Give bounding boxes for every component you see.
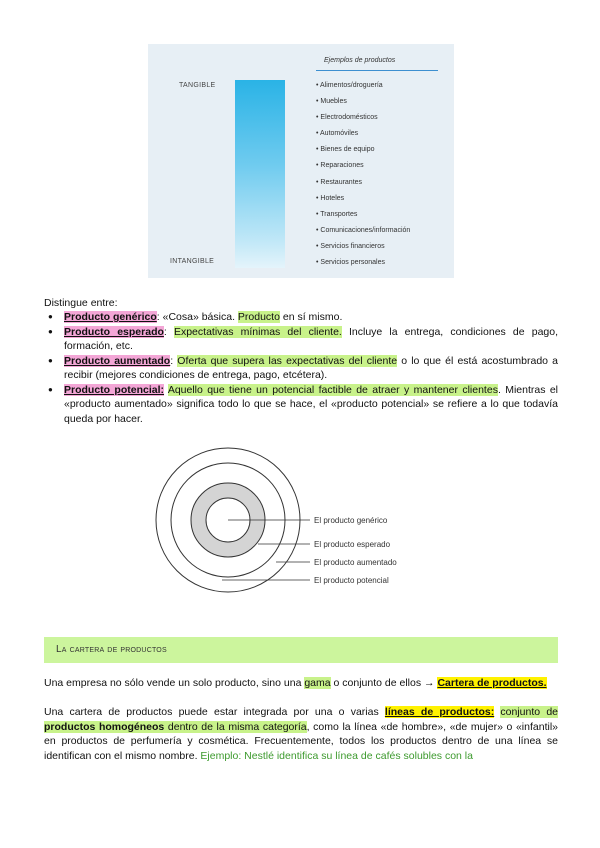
example-item: • Servicios financieros [316,241,410,257]
paragraph-text: Una empresa no sólo vende un solo producto, sino una [44,677,305,689]
example-item: • Electrodomésticos [316,112,410,128]
definition-generico [44,310,558,325]
label-aumentado: El producto aumentado [314,558,397,567]
label-generico: El producto genérico [314,516,388,525]
tangible-label: TANGIBLE [179,82,216,89]
definition-text: Incluye la entrega, condiciones de pago, formación, etc. [64,325,559,352]
paragraph-gama [44,676,558,691]
definitions-list [44,310,558,426]
highlight-lineas: líneas de productos: [384,706,495,718]
paragraph-text: o conjunto de ellos → [330,677,438,689]
examples-divider [316,70,438,71]
section-header [44,637,558,663]
separator: : [156,311,163,323]
intangible-label: INTANGIBLE [170,258,215,265]
paragraph-text: Una cartera de productos puede estar integrada por una o varias [44,706,385,718]
term-esperado: Producto esperado [64,325,164,338]
paragraph-text: , como la línea «de hombre», «de mujer» o «infantil» en productos de perfumería y cosmética. Frecuentemente, todos los productos dentro de una línea se identifican con el mismo nombre. [44,720,558,762]
example-item: • Servicios personales [316,257,410,273]
definition-text: «Cosa» básica. [162,311,238,323]
example-item: • Hoteles [316,193,410,209]
example-item: • Alimentos/droguería [316,80,410,96]
definition-highlight: Oferta que supera las expectativas del cliente [177,354,398,367]
example-text: Ejemplo: Nestlé identifica su línea de cafés solubles con la [200,749,473,762]
definition-highlight: Expectativas mínimas del cliente. [173,325,342,338]
tangibility-gradient-bar [235,80,285,268]
example-item: • Bienes de equipo [316,144,410,160]
highlight-homogeneos: productos homogéneos [44,720,165,733]
highlight-gama: gama [304,677,331,689]
definition-text: en sí mismo. [279,311,343,323]
highlight-conjunto: conjunto de [500,706,559,718]
term-aumentado: Producto aumentado [64,354,171,367]
definition-potencial [44,383,558,427]
examples-title: Ejemplos de productos [324,57,396,64]
paragraph-lineas [44,705,558,763]
definition-highlight: Aquello que tiene un potencial factible de atraer y mantener clientes [167,383,498,396]
definition-text: . Mientras el «producto aumentado» significa todo lo que se hace, el «producto potencial» se refiere a lo que todavía queda por hacer. [64,383,559,425]
distingue-heading: Distingue entre: [44,297,118,309]
label-potencial: El producto potencial [314,576,389,585]
label-esperado: El producto esperado [314,540,391,549]
definition-highlight: Producto [237,311,280,323]
section-title: La cartera de productos [56,644,167,655]
examples-list [316,80,410,273]
separator: : [163,325,174,338]
example-item: • Reparaciones [316,160,410,176]
product-levels-diagram [150,440,420,600]
definition-aumentado [44,354,558,383]
highlight-cartera: Cartera de productos. [437,677,547,689]
example-item: • Transportes [316,209,410,225]
definition-text: o lo que él está acostumbrado a recibir (mejores condiciones de entrega, pago, etcétera). [64,354,558,381]
definition-esperado [44,325,558,354]
tangibility-figure [148,44,454,278]
term-generico: Producto genérico [64,311,157,323]
highlight-dentro: dentro de la misma categoría [164,720,307,733]
example-item: • Comunicaciones/información [316,225,410,241]
example-item: • Restaurantes [316,177,410,193]
separator: : [170,354,178,367]
example-item: • Muebles [316,96,410,112]
example-item: • Automóviles [316,128,410,144]
term-potencial: Producto potencial: [64,383,165,396]
